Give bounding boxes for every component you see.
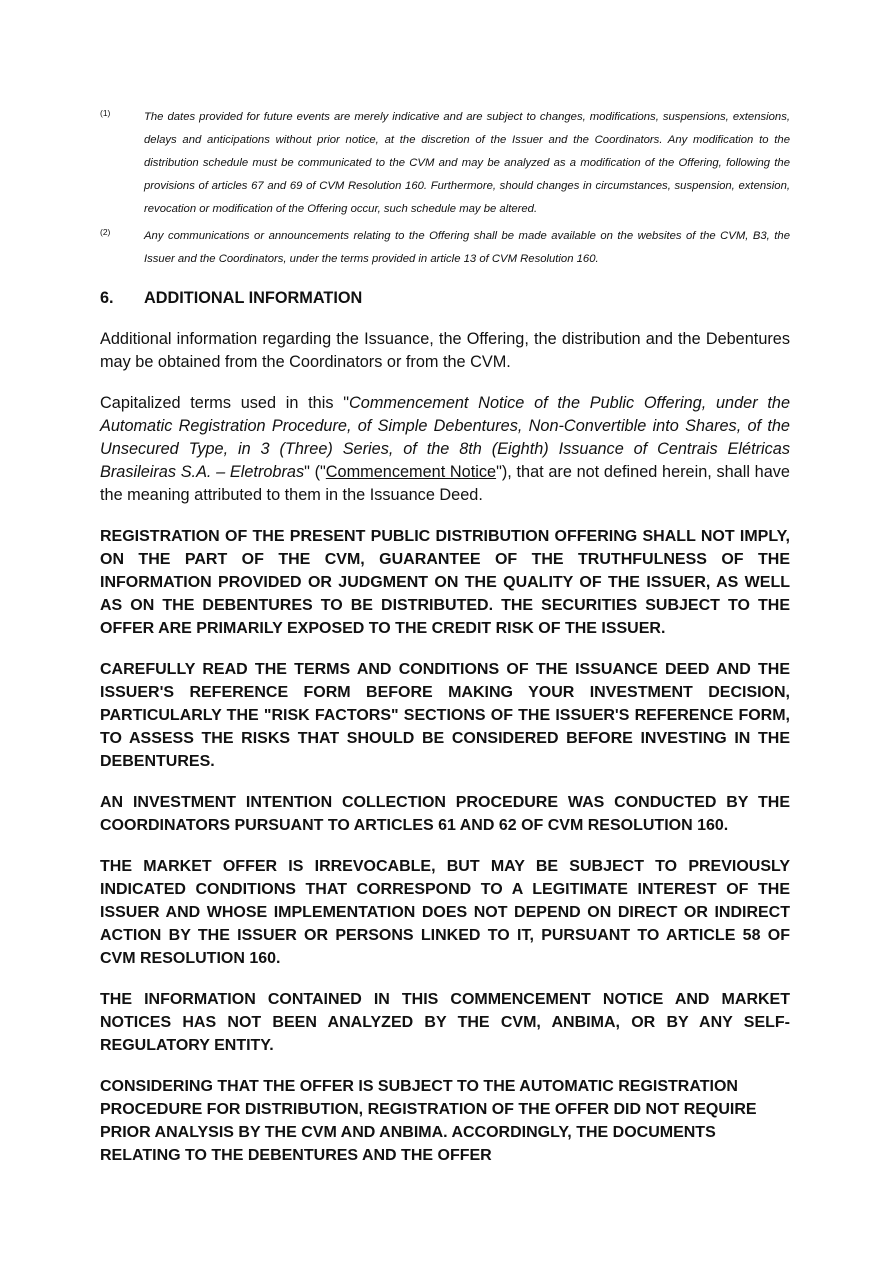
paragraph-text-middle: " (" [304,463,326,481]
read-terms-notice: CAREFULLY READ THE TERMS AND CONDITIONS OF THE ISSUANCE DEED AND THE ISSUER'S REFERENCE FORM BEFORE MAKING YOUR INVESTMENT DECISION, PARTICULARLY THE "RISK FACTORS" SECTIONS OF THE ISSUER'S REFERENCE FORM, TO ASSESS THE RISKS THAT SHOULD BE CONSIDERED BEFORE INVESTING IN THE DEBENTURES. [100,661,790,770]
footnote-2 [100,225,790,271]
section-title: ADDITIONAL INFORMATION [144,289,363,307]
document-page [100,106,790,1183]
section-heading [100,287,790,310]
paragraph-text-before: Capitalized terms used in this " [100,394,350,412]
footnote-1 [100,106,790,221]
registration-disclaimer: REGISTRATION OF THE PRESENT PUBLIC DISTRIBUTION OFFERING SHALL NOT IMPLY, ON THE PART OF THE CVM, GUARANTEE OF THE TRUTHFULNESS OF THE INFORMATION PROVIDED OR JUDGMENT ON THE QUALITY OF THE ISSUER, AS WELL AS ON THE DEBENTURES TO BE DISTRIBUTED. THE SECURITIES SUBJECT TO THE OFFER ARE PRIMARILY EXPOSED TO THE CREDIT RISK OF THE ISSUER. [100,528,790,637]
additional-info-paragraph: Additional information regarding the Issuance, the Offering, the distribution and the Debentures may be obtained from the Coordinators or from the CVM. [100,330,790,371]
footnote-text: The dates provided for future events are merely indicative and are subject to changes, modifications, suspensions, extensions, delays and anticipations without prior notice, at the discretion of the Issuer and the Coordinators. Any modification to the distribution schedule must be communicated to the CVM and may be analyzed as a modification of the Offering, following the provisions of articles 67 and 69 of CVM Resolution 160. Furthermore, should changes in circumstances, suspension, extension, revocation or modification of the Offering occur, such schedule may be altered. [144,111,790,215]
notice-full-title: Commencement Notice of the Public Offering, under the Automatic Registration Procedure, of Simple Debentures, Non-Convertible into Shares, of the Unsecured Type, in 3 (Three) Series, of the 8th (Eighth) Issuance of Centrais Elétricas Brasileiras S.A. – Eletrobras [100,394,790,481]
section-number: 6. [100,289,114,307]
defined-term: Commencement Notice [325,463,497,481]
irrevocable-offer-notice: THE MARKET OFFER IS IRREVOCABLE, BUT MAY BE SUBJECT TO PREVIOUSLY INDICATED CONDITIONS THAT CORRESPOND TO A LEGITIMATE INTEREST OF THE ISSUER AND WHOSE IMPLEMENTATION DOES NOT DEPEND ON DIRECT OR INDIRECT ACTION BY THE ISSUER OR PERSONS LINKED TO IT, PURSUANT TO ARTICLE 58 OF CVM RESOLUTION 160. [100,858,790,967]
capitalized-terms-paragraph [100,392,790,507]
collection-procedure-notice: AN INVESTMENT INTENTION COLLECTION PROCEDURE WAS CONDUCTED BY THE COORDINATORS PURSUANT TO ARTICLES 61 AND 62 OF CVM RESOLUTION 160. [100,794,790,834]
automatic-registration-notice: CONSIDERING THAT THE OFFER IS SUBJECT TO THE AUTOMATIC REGISTRATION PROCEDURE FOR DISTRIBUTION, REGISTRATION OF THE OFFER DID NOT REQUIRE PRIOR ANALYSIS BY THE CVM AND ANBIMA. ACCORDINGLY, THE DOCUMENTS RELATING TO THE DEBENTURES AND THE OFFER [100,1078,757,1164]
footnote-marker: (2) [100,227,111,237]
footnote-marker: (1) [100,108,111,118]
footnote-text: Any communications or announcements relating to the Offering shall be made available on the websites of the CVM, B3, the Issuer and the Coordinators, under the terms provided in article 13 of CVM Resolution 160. [144,230,790,265]
not-analyzed-notice: THE INFORMATION CONTAINED IN THIS COMMENCEMENT NOTICE AND MARKET NOTICES HAS NOT BEEN ANALYZED BY THE CVM, ANBIMA, OR BY ANY SELF-REGULATORY ENTITY. [100,991,790,1054]
paragraph-text-after: "), that are not defined herein, shall have the meaning attributed to them in the Issuance Deed. [100,463,790,504]
